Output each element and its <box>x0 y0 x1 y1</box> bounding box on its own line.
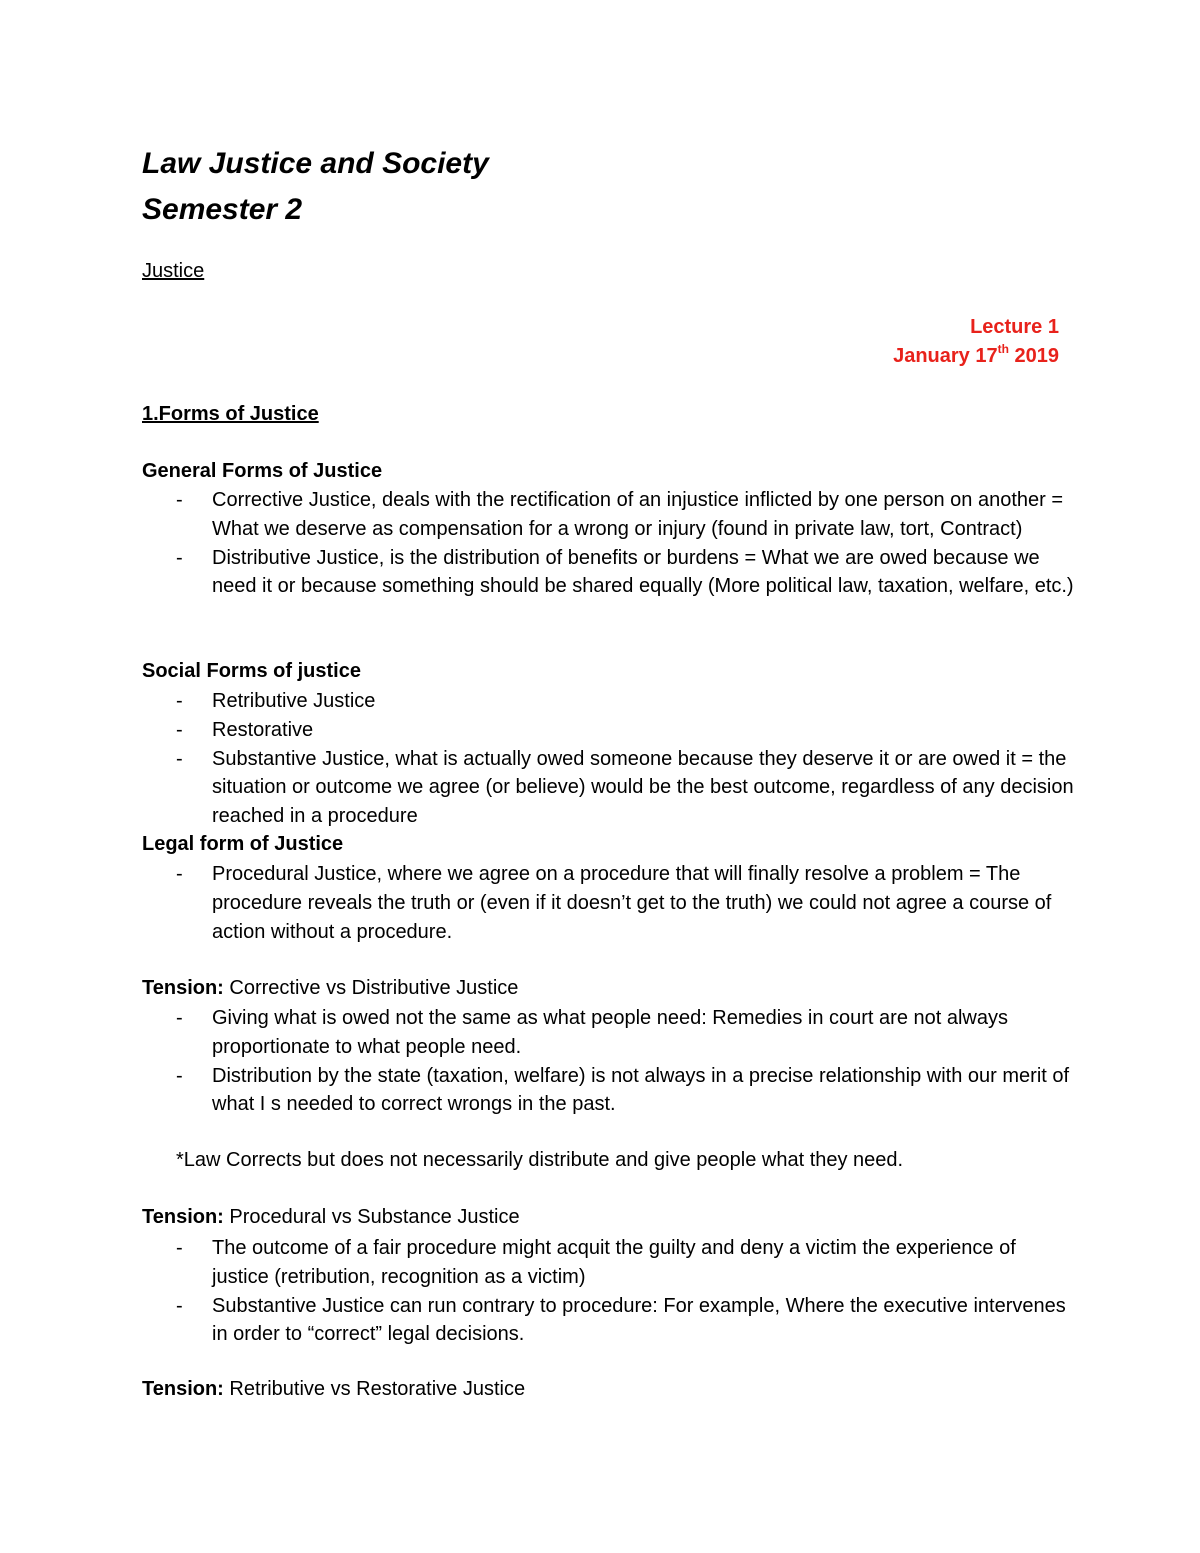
tension-text: Corrective vs Distributive Justice <box>223 977 519 999</box>
lecture-label: Lecture 1 <box>970 316 1059 338</box>
list-item: - Substantive Justice can run contrary to procedure: For example, Where the executive intervenes in order to “correct” legal decisions. <box>176 1292 1076 1350</box>
note-text: *Law Corrects but does not necessarily distribute and give people what they need. <box>176 1149 904 1171</box>
list-item: - Retributive Justice <box>176 687 1076 716</box>
date-suffix: th <box>997 342 1009 356</box>
general-forms-list <box>176 486 1076 601</box>
tension-retributive-restorative <box>142 1378 525 1401</box>
date-year: 2019 <box>1008 345 1059 367</box>
list-item: - Distribution by the state (taxation, welfare) is not always in a precise relationship with our merit of what I s needed to correct wrongs in the past. <box>176 1062 1076 1120</box>
list-item: - Distributive Justice, is the distribution of benefits or burdens = What we are owed because we need it or because something should be shared equally (More political law, taxation, welfare, etc.) <box>176 544 1076 602</box>
list-item: - The outcome of a fair procedure might acquit the guilty and deny a victim the experience of justice (retribution, recognition as a victim) <box>176 1234 1076 1292</box>
tension-label: Tension: <box>142 1378 224 1400</box>
document-subtitle: Semester 2 <box>142 193 303 226</box>
list-item: - Procedural Justice, where we agree on a procedure that will finally resolve a problem = The procedure reveals the truth or (even if it doesn’t get to the truth) we could not agree a course of action without a procedure. <box>176 860 1076 946</box>
legal-form-heading: Legal form of Justice <box>142 833 344 855</box>
list-item: - Restorative <box>176 716 1076 745</box>
list-item: - Giving what is owed not the same as what people need: Remedies in court are not always proportionate to what people need. <box>176 1004 1076 1062</box>
tension1-list <box>176 1004 1076 1119</box>
list-item: - Corrective Justice, deals with the rectification of an injustice inflicted by one person on another = What we deserve as compensation for a wrong or injury (found in private law, tort, Contract) <box>176 486 1076 544</box>
tension-text: Retributive vs Restorative Justice <box>223 1378 526 1400</box>
lecture-date <box>893 342 1059 368</box>
tension2-list <box>176 1234 1076 1349</box>
tension-label: Tension: <box>142 1206 224 1228</box>
tension-corrective-distributive <box>142 977 518 1000</box>
legal-form-list <box>176 860 1076 946</box>
tension-label: Tension: <box>142 977 224 999</box>
list-item: - Substantive Justice, what is actually owed someone because they deserve it or are owed it = the situation or outcome we agree (or believe) would be the best outcome, regardless of any decision reached in a procedure <box>176 745 1076 831</box>
date-day: January 17 <box>893 345 998 367</box>
general-forms-heading: General Forms of Justice <box>142 460 383 482</box>
social-forms-list <box>176 687 1076 831</box>
social-forms-heading: Social Forms of justice <box>142 660 361 682</box>
document-title: Law Justice and Society <box>142 147 489 180</box>
tension-procedural-substance <box>142 1206 520 1229</box>
section-heading-justice: Justice <box>142 260 205 282</box>
forms-of-justice-heading: 1.Forms of Justice <box>142 403 319 425</box>
tension-text: Procedural vs Substance Justice <box>223 1206 520 1228</box>
